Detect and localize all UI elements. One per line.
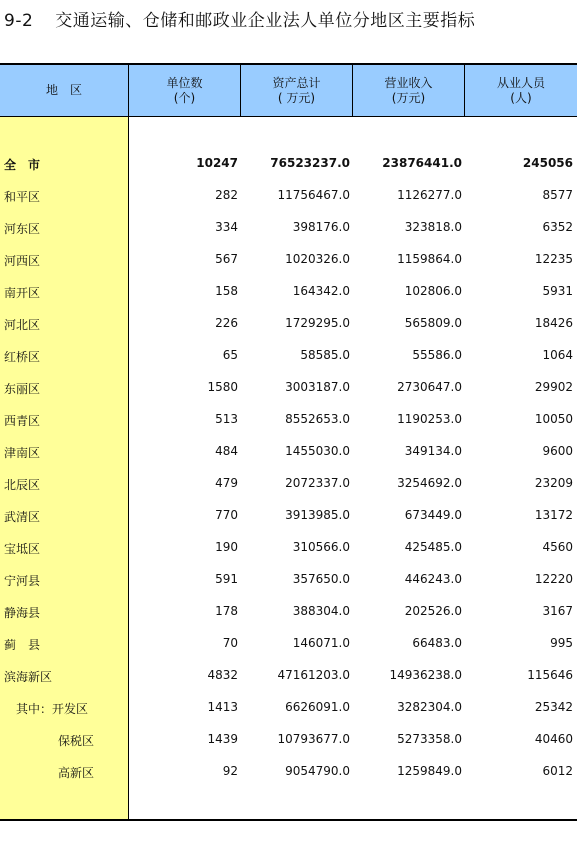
cell-employees: 3167: [542, 604, 573, 618]
table-row: [0, 532, 577, 564]
cell-revenue: 102806.0: [404, 284, 462, 298]
cell-units: 4832: [207, 668, 238, 682]
cell-revenue: 3254692.0: [397, 476, 462, 490]
cell-units: 484: [215, 444, 238, 458]
cell-assets: 8552653.0: [285, 412, 350, 426]
cell-employees: 245056: [522, 156, 573, 170]
cell-units: 513: [215, 412, 238, 426]
table-title-text: 交通运输、仓储和邮政业企业法人单位分地区主要指标: [55, 11, 476, 31]
cell-revenue: 1126277.0: [397, 188, 462, 202]
cell-revenue: 565809.0: [404, 316, 462, 330]
cell-employees: 9600: [542, 444, 573, 458]
region-name: 武清区: [4, 510, 41, 524]
region-name: 静海县: [4, 606, 41, 620]
cell-assets: 11756467.0: [277, 188, 350, 202]
cell-units: 770: [215, 508, 238, 522]
cell-employees: 4560: [542, 540, 573, 554]
cell-units: 591: [215, 572, 238, 586]
cell-employees: 1064: [542, 348, 573, 362]
cell-assets: 1455030.0: [285, 444, 350, 458]
region-name: 西青区: [4, 414, 41, 428]
cell-employees: 12235: [534, 252, 573, 266]
cell-units: 334: [215, 220, 238, 234]
table-row: [0, 500, 577, 532]
region-name: 河北区: [4, 318, 41, 332]
table-row: [0, 276, 577, 308]
cell-employees: 10050: [534, 412, 573, 426]
table-number: 9-2: [4, 11, 34, 31]
table-row: [0, 340, 577, 372]
cell-employees: 8577: [542, 188, 573, 202]
cell-units: 282: [215, 188, 238, 202]
cell-revenue: 673449.0: [404, 508, 462, 522]
cell-units: 190: [215, 540, 238, 554]
table-row: [0, 372, 577, 404]
cell-employees: 115646: [527, 668, 573, 682]
cell-revenue: 55586.0: [412, 348, 462, 362]
cell-units: 70: [222, 636, 238, 650]
cell-revenue: 3282304.0: [397, 700, 462, 714]
cell-revenue: 14936238.0: [389, 668, 462, 682]
cell-assets: 1020326.0: [285, 252, 350, 266]
cell-assets: 164342.0: [292, 284, 350, 298]
cell-employees: 18426: [534, 316, 573, 330]
region-name: 河西区: [4, 254, 41, 268]
header-employees: 从业人员 (人): [464, 65, 577, 116]
header-units: 单位数 (个): [128, 65, 240, 116]
table-row: [0, 692, 577, 724]
cell-assets: 2072337.0: [285, 476, 350, 490]
cell-revenue: 349134.0: [404, 444, 462, 458]
cell-assets: 388304.0: [292, 604, 350, 618]
table-row: [0, 180, 577, 212]
table-row: [0, 724, 577, 756]
table-header: [0, 65, 577, 117]
cell-employees: 40460: [534, 732, 573, 746]
cell-units: 567: [215, 252, 238, 266]
cell-revenue: 323818.0: [404, 220, 462, 234]
cell-revenue: 1259849.0: [397, 764, 462, 778]
header-revenue: 营业收入 (万元): [352, 65, 464, 116]
table-row: [0, 596, 577, 628]
cell-assets: 1729295.0: [285, 316, 350, 330]
cell-revenue: 5273358.0: [397, 732, 462, 746]
region-name: 其中：开发区: [16, 702, 89, 716]
cell-employees: 5931: [542, 284, 573, 298]
region-name: 北辰区: [4, 478, 41, 492]
region-name: 高新区: [58, 766, 95, 780]
cell-revenue: 66483.0: [412, 636, 462, 650]
cell-employees: 12220: [534, 572, 573, 586]
cell-employees: 23209: [534, 476, 573, 490]
cell-revenue: 202526.0: [404, 604, 462, 618]
table-row: [0, 244, 577, 276]
cell-assets: 398176.0: [292, 220, 350, 234]
table-row: [0, 756, 577, 788]
cell-units: 1580: [207, 380, 238, 394]
region-name: 红桥区: [4, 350, 41, 364]
cell-units: 10247: [196, 156, 238, 170]
cell-units: 226: [215, 316, 238, 330]
cell-assets: 9054790.0: [285, 764, 350, 778]
region-name: 滨海新区: [4, 670, 53, 684]
header-assets: 资产总计 ( 万元): [240, 65, 352, 116]
cell-employees: 13172: [534, 508, 573, 522]
table-title: [4, 6, 475, 31]
table-row: [0, 628, 577, 660]
region-name: 蓟 县: [4, 638, 41, 652]
cell-units: 479: [215, 476, 238, 490]
cell-units: 92: [222, 764, 238, 778]
cell-assets: 10793677.0: [277, 732, 350, 746]
cell-assets: 357650.0: [292, 572, 350, 586]
region-name: 东丽区: [4, 382, 41, 396]
region-name: 保税区: [58, 734, 95, 748]
cell-revenue: 1159864.0: [397, 252, 462, 266]
cell-assets: 146071.0: [292, 636, 350, 650]
cell-employees: 6352: [542, 220, 573, 234]
cell-units: 65: [222, 348, 238, 362]
cell-assets: 6626091.0: [285, 700, 350, 714]
cell-revenue: 23876441.0: [382, 156, 462, 170]
table-row: [0, 404, 577, 436]
table-row: [0, 148, 577, 180]
cell-units: 1413: [207, 700, 238, 714]
region-name: 和平区: [4, 190, 41, 204]
header-region: 地 区: [45, 83, 82, 97]
cell-revenue: 2730647.0: [397, 380, 462, 394]
table-row: [0, 212, 577, 244]
cell-employees: 29902: [534, 380, 573, 394]
table-row: [0, 468, 577, 500]
region-name: 宝坻区: [4, 542, 41, 556]
region-name: 河东区: [4, 222, 41, 236]
cell-units: 178: [215, 604, 238, 618]
table-row: [0, 660, 577, 692]
cell-assets: 3913985.0: [285, 508, 350, 522]
cell-assets: 76523237.0: [270, 156, 350, 170]
region-name: 南开区: [4, 286, 41, 300]
table-row: [0, 436, 577, 468]
table-row: [0, 308, 577, 340]
cell-assets: 310566.0: [292, 540, 350, 554]
region-name: 宁河县: [4, 574, 41, 588]
cell-units: 158: [215, 284, 238, 298]
table-row: [0, 564, 577, 596]
region-name: 津南区: [4, 446, 41, 460]
cell-assets: 47161203.0: [277, 668, 350, 682]
cell-employees: 995: [550, 636, 573, 650]
cell-employees: 25342: [534, 700, 573, 714]
cell-units: 1439: [207, 732, 238, 746]
region-name: 全 市: [4, 158, 41, 172]
cell-assets: 58585.0: [300, 348, 350, 362]
cell-revenue: 1190253.0: [397, 412, 462, 426]
cell-revenue: 446243.0: [404, 572, 462, 586]
bottom-rule: [0, 819, 577, 821]
cell-employees: 6012: [542, 764, 573, 778]
cell-revenue: 425485.0: [404, 540, 462, 554]
cell-assets: 3003187.0: [285, 380, 350, 394]
